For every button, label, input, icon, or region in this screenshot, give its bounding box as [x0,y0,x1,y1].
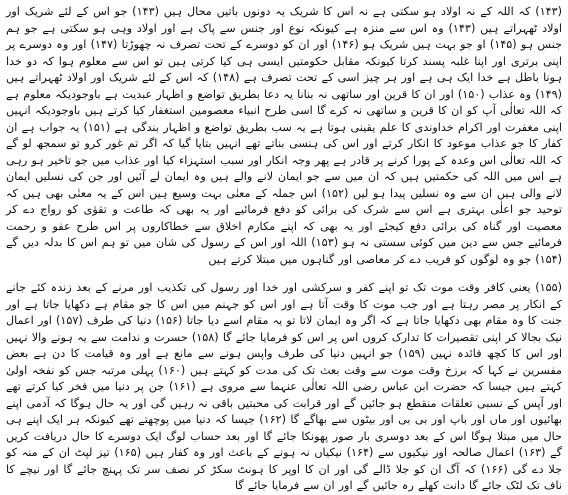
footnotes-paragraph-1: (۱۴۳) کہ اللہ کے نہ اولاد ہو سکتی ہے نہ اس کا شریک یہ دونوں باتیں محال ہیں (۱۴۳) جو اس کے لئے شریک اور اولاد ٹھہراتے ہیں (۱۴۳) وہ اس سے منزہ ہے کیونکہ نوع اور جنس سے پاک ہے اور اولاد وہی ہو سکتی ہے جو ہم جنس ہو (۱۴۵) او جو بہت ہیں شریک ہو (۱۴۶) اور ان کو دوسرے کے تحت تصرف نہ چھوڑتا (۱۴۷) اور وہ دوسرے پر اپنی برتری اور اپنا غلبہ پسند کرتا کیونکہ مقابل حکومتیں ایسی ہی کیا کرتی ہیں تو اس سے معلوم ہوا کہ دو خدا ہونا باطل ہے خدا ایک ہی ہے اور ہر چیز اسی کے تحت تصرف ہے (۱۴۸) کہ اس کے لئے شریک اور اولاد ٹھہراتے ہیں (۱۴۹) وہ عذاب (۱۵۰) اور ان کا قرین اور ساتھی نہ بنانا یہ دعا بطریق تواضع و اظہار عبدیت ہے باوجودیکہ معلوم ہے کہ اللہ تعالٰی آپ کو ان کا قرین و ساتھی نہ کرے گا اسی طرح انبیاء معصومین استغفار کیا کرتے ہیں باوجودیکہ انہیں اپنی مغفرت اور اکرام خداوندی کا علم یقینی ہوتا ہے یہ سب بطریق تواضع و اظہار بندگی ہے (۱۵۱) یہ جواب ہے ان کفار کا جو عذاب موعود کا انکار کرتے اور اس کی ہنسی بناتے تھے انہیں بتایا گیا کہ اگر تم غور کرو تو سمجھ لو گے کہ اللہ تعالٰی اس وعدہ کے پورا کرنے پر قادر ہے پھر وجہ انکار اور سبب استہزاء کیا اور عذاب میں جو تاخیر ہو رہی ہے اس میں اللہ کی حکمتیں ہیں کہ ان میں سے جو ایمان لانے والے ہیں وہ ایمان لے آئیں اور جن کی نسلیں ایمان لانے والی ہیں ان سے وہ نسلیں پیدا ہو لیں (۱۵۲) اس جملہ کے معنٰی بہت وسیع ہیں اس کے یہ معنٰی بھی ہیں کہ توحید جو اعلٰی بہتری ہے اس سے شرک کی برائی کو دفع فرمائیے اور یہ بھی کہ طاعت و تقوٰی کو رواج دے کر معصیت اور گناہ کی برائی دفع کیجئے اور یہ بھی کہ اپنے مکارم اخلاق سے خطاکاروں پر اس طرح عفو و رحمت فرمائیے جس سے دین میں کوئی سستی نہ ہو (۱۵۳) اللہ اور اس کے رسول کی شان میں تو ہم اس کا بدلہ دیں گے (۱۵۴) جو وہ لوگوں کو فریب دے کر معاصی اور گناہوں میں مبتلا کرتے ہیں [6,5,563,266]
footnotes-paragraph-2: (۱۵۵) یعنی کافر وقت موت تک تو اپنے کفر و سرکشی اور خدا اور رسول کی تکذیب اور مرنے کے بعد زندہ کئے جانے کے انکار پر مصر رہتا ہے اور جب موت کا وقت آتا ہے اور اس کو جہنم میں اس کا جو مقام ہے دکھایا جاتا ہے اور جنت کا وہ مقام بھی دکھایا جاتا ہے کہ اگر وہ ایمان لاتا تو یہ مقام اسے دیا جاتا (۱۵۶) دنیا کی طرف (۱۵۷) اور اعمال نیک بجالا کر اپنی تقصیرات کا تدارک کروں اس پر اس کو فرمایا جائے گا (۱۵۸) حسرت و ندامت سے یہ ہونے والا نہیں اور اس کا کچھ فائدہ نہیں (۱۵۹) جو انہیں دنیا کی طرف واپس ہونے سے مانع ہے اور وہ قیامت کا دن ہے بعض مفسرین نے کہا کہ برزخ وقت موت سے وقت بعث تک کی مدت کو کہتے ہیں (۱۶۰) پہلی مرتبہ جس کو نفخہ اولیٰ کہتے ہیں جیسا کہ حضرت ابن عباس رضی اللہ تعالٰی عنہما سے مروی ہے (۱۶۱) جن پر دنیا میں فخر کیا کرتے تھے اور آپس کے نسبی تعلقات منقطع ہو جائیں گے اور قرابت کی محبتیں باقی نہ رہیں گی اور یہ حال ہوگا کہ آدمی اپنے بھائیوں اور ماں اور باپ اور بی بی اور بیٹوں سے بھاگے گا (۱۶۲) جیسا کہ دنیا میں پوچھتے تھے کیونکہ ہر ایک اپنے ہی حال میں مبتلا ہوگا اس کے بعد دوسری بار صور پھونکا جائے گا اور بعد حساب لوگ ایک دوسرے کا حال دریافت کریں گے (۱۶۳) اعمال صالحہ اور نیکیوں سے (۱۶۴) نیکیاں نہ ہونے کے باعث اور وہ کفار ہیں (۱۶۵) تیز لپٹ ان کے منہ کو جلا دے گی (۱۶۶) کہ آگ ان کو جلا ڈالے گی اور ان کا اوپر کا ہونٹ سکڑ کر نصف سر تک پہنچ جائے گا اور نیچے کا ناف تک لٹک جائے گا دانت کھلے رہ جائیں گے اور ان سے فرمایا جائے گا [6,281,563,492]
document-page [6,4,563,492]
